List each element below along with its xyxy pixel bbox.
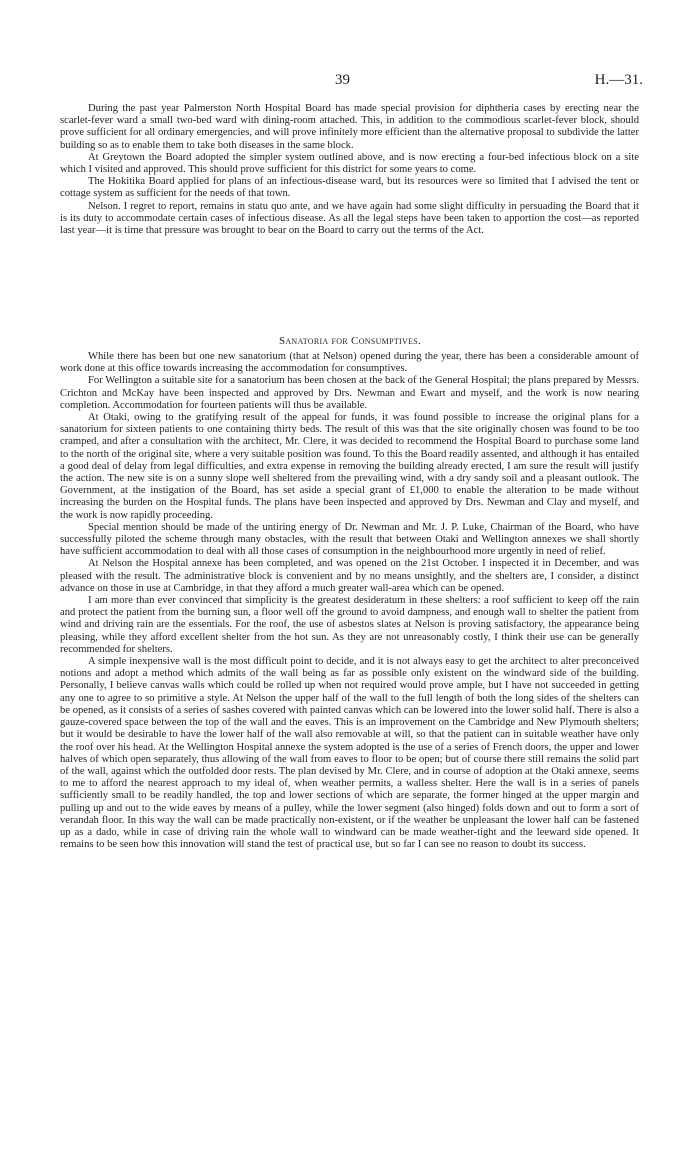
sanatoria-section <box>60 351 639 851</box>
section-heading: Sanatoria for Consumptives. <box>278 335 422 347</box>
paragraph-hokitika: The Hokitika Board applied for plans of an infectious-disease ward, but its resources were so limited that I advised the tent or cottage system as sufficient for the needs of that town. <box>60 176 639 200</box>
intro-section <box>60 103 639 237</box>
paragraph-walls: A simple inexpensive wall is the most difficult point to decide, and it is not always easy to get the architect to alter preconceived notions and adopt a method which admits of the wall being as far as possible only existent on the windward side of the building. Personally, I believe canvas walls which could be rolled up when not required would prove ample, but I have not succeeded in getting any one to agree to so primitive a style. At Nelson the upper half of the wall to the full length of both the long sides of the shelters can be opened, as it consists of a series of sashes covered with painted canvas which can be lowered into the lower solid half. There is also a gauze-covered space between the top of the wall and the eaves. This is an improvement on the Cambridge and New Plymouth shelters; but it would be desirable to have the lower half of the wall also removable at will, so that the patient can in suitable weather have only the roof over his head. At the Wellington Hospital annexe the system adopted is the use of a series of French doors, the upper and lower halves of which open separately, thus allowing of the wall from eaves to floor to be open; but of course there still remains the solid part of the wall, against which the outfolded door rests. The plan devised by Mr. Clere, and in course of adoption at the Otaki annexe, seems to me to afford the nearest approach to my ideal of, when weather permits, a walless shelter. Here the wall is in a series of panels sufficiently small to be readily handled, the top and lower sections of which are separate, the former hinged at the upper margin and pulling up and out to the wide eaves by means of a pulley, while the lower segment (also hinged) folds down and out to form a sort of verandah floor. In this way the wall can be made practically non-existent, or if the weather be unpleasant the lower half can be fastened up as a dado, while in case of driving rain the whole wall to windward can be made weather-tight and the leeward side opened. It remains to be seen how this innovation will stand the test of practical use, but so far I can see no reason to doubt its success. <box>60 656 639 851</box>
paragraph-otaki: At Otaki, owing to the gratifying result of the appeal for funds, it was found possible to increase the original plans for a sanatorium for sixteen patients to one containing thirty beds. The result of this was that the site originally chosen was found to be too cramped, and after a consultation with the architect, Mr. Clere, it was decided to recommend the Hospital Board to purchase some land to the north of the original site, where a very suitable position was found. To this the Board readily assented, and although it has entailed a good deal of delay from legal difficulties, and extra expense in removing the building already erected, I am sure the result will justify the action. The new site is on a sunny slope well sheltered from the prevailing wind, with a dry sandy soil and a pleasant outlook. The Government, at the instigation of the Board, has set aside a special grant of £1,000 to enable the alteration to be made without increasing the burden on the Hospital funds. The plans have been inspected and approved by Drs. Newman and Clay and myself, and the work is now rapidly proceeding. <box>60 412 639 521</box>
paragraph-nelson: Nelson. I regret to report, remains in statu quo ante, and we have again had some slight difficulty in persuading the Board that it is its duty to accommodate certain cases of infectious disease. As all the legal steps have been taken to apportion the cost—as reported last year—it is time that pressure was brought to bear on the Board to carry out the terms of the Act. <box>60 200 639 237</box>
paragraph-greytown: At Greytown the Board adopted the simpler system outlined above, and is now erecting a four-bed infectious block on a site which I visited and approved. This should prove sufficient for this district for some years to come. <box>60 151 639 176</box>
page-number: 39 <box>335 72 350 88</box>
paragraph-wellington: For Wellington a suitable site for a sanatorium has been chosen at the back of the General Hospital; the plans prepared by Messrs. Crichton and McKay have been inspected and approved by Drs. Newman and Ewart and myself, and the work is now nearing completion. Accommodation for fourteen patients will thus be available. <box>60 375 639 411</box>
paragraph-overview: While there has been but one new sanatorium (that at Nelson) opened during the year, there has been a considerable amount of work done at this office towards increasing the accommodation for consumptives. <box>60 351 639 375</box>
paragraph-simplicity: I am more than ever convinced that simplicity is the greatest desideratum in these shelters: a roof sufficient to keep off the rain and protect the patient from the burning sun, a floor well off the ground to avoid dampness, and enough wall to shelter the patient from wind and driving rain are the essentials. For the roof, the use of asbestos slates at Nelson is proving satisfactory, the appearance being pleasing, while they afford excellent shelter from the hot sun. As they are not unreasonably costly, I think their use can be generally recommended for shelters. <box>60 595 639 655</box>
document-reference: H.—31. <box>594 72 643 88</box>
paragraph-palmerston-north: During the past year Palmerston North Hospital Board has made special provision for diphtheria cases by erecting near the scarlet-fever ward a small two-bed ward with dining-room attached. This, in addition to the commodious scarlet-fever block, should prove sufficient for all ordinary emergencies, and will prove infinitely more efficient than the alternative proposal to subdivide the latter building so as to enable them to take both diseases in the same block. <box>60 103 639 151</box>
paragraph-special-mention: Special mention should be made of the untiring energy of Dr. Newman and Mr. J. P. Luke, Chairman of the Board, who have successfully piloted the scheme through many obstacles, with the result that between Otaki and Wellington annexes we shall shortly have sufficient accommodation to deal with all those cases of consumption in the neighbourhood more urgently in need of relief. <box>60 521 639 558</box>
paragraph-nelson-annexe: At Nelson the Hospital annexe has been completed, and was opened on the 21st October. I inspected it in December, and was pleased with the result. The administrative block is convenient and by no means unsightly, and the shelters are, I consider, a distinct advance on those in use at Cambridge, in that they afford a much greater wall-area which can be opened. <box>60 558 639 594</box>
page-header <box>0 72 700 92</box>
